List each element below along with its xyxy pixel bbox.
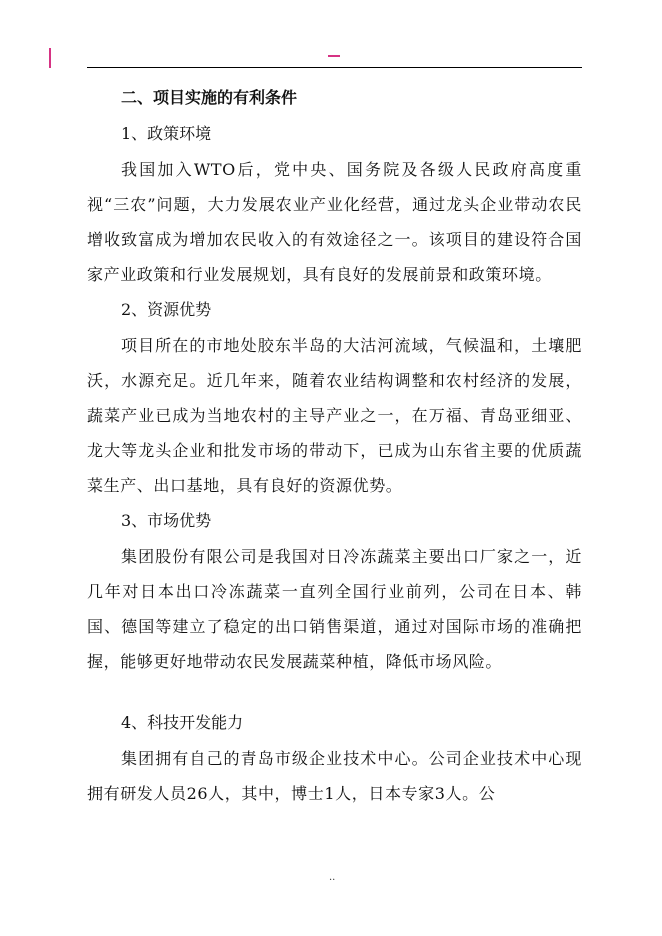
page-footer-mark: .. bbox=[329, 872, 336, 883]
paragraph-market: 集团股份有限公司是我国对日冷冻蔬菜主要出口厂家之一，近几年对日本出口冷冻蔬菜一直列全国行业前列，公司在日本、韩国、德国等建立了稳定的出口销售渠道，通过对国际市场的准确把握，能够更好地带动农民发展蔬菜种植，降低市场风险。 bbox=[87, 547, 582, 671]
header-rule bbox=[87, 67, 582, 68]
subsection-title-market: 3、市场优势 bbox=[121, 511, 212, 530]
subsection-title-policy: 1、政策环境 bbox=[121, 124, 212, 143]
paragraph-policy: 我国加入WTO后，党中央、国务院及各级人民政府高度重视“三农”问题，大力发展农业产业化经营，通过龙头企业带动农民增收致富成为增加农民收入的有效途径之一。该项目的建设符合国家产业政策和行业发展规划，具有良好的发展前景和政策环境。 bbox=[87, 160, 582, 284]
subsection-title-technology: 4、科技开发能力 bbox=[121, 713, 244, 732]
margin-marker bbox=[49, 48, 51, 68]
paragraph-resources: 项目所在的市地处胶东半岛的大沽河流域，气候温和，土壤肥沃，水源充足。近几年来，随着农业结构调整和农村经济的发展，蔬菜产业已成为当地农村的主导产业之一，在万福、青岛亚细亚、龙大等龙头企业和批发市场的带动下，已成为山东省主要的优质蔬菜生产、出口基地，具有良好的资源优势。 bbox=[87, 336, 582, 495]
paragraph-technology: 集团拥有自己的青岛市级企业技术中心。公司企业技术中心现拥有研发人员26人，其中，博士1人，日本专家3人。公 bbox=[87, 749, 582, 803]
document-body bbox=[87, 80, 582, 811]
subsection-title-resources: 2、资源优势 bbox=[121, 300, 212, 319]
paragraph-spacer bbox=[87, 679, 582, 705]
section-heading: 二、项目实施的有利条件 bbox=[121, 88, 298, 107]
header-mark bbox=[328, 55, 340, 57]
